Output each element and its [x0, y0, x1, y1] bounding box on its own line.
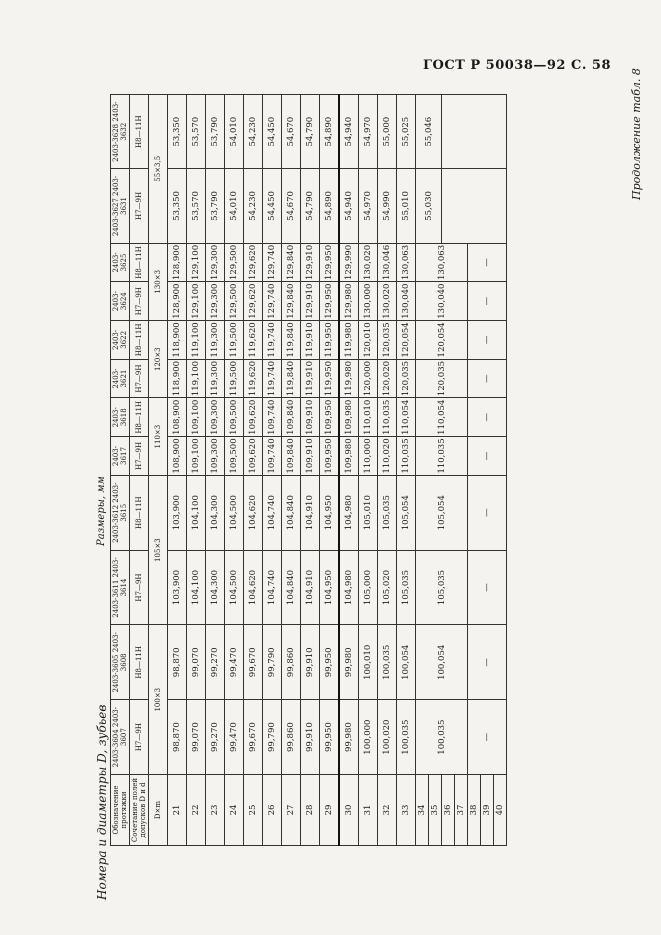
value-cell: 119,500: [225, 321, 244, 360]
value-cell: 99,470: [225, 700, 244, 775]
tooth-number: 37: [455, 775, 468, 846]
value-cell: 130,020: [359, 243, 378, 282]
tolerance-row: [130, 95, 149, 846]
value-cell: 120,035: [397, 359, 416, 398]
value-cell: 109,740: [263, 437, 282, 476]
table-row: [301, 95, 320, 846]
value-cell: 129,300: [206, 282, 225, 321]
value-cell: 104,300: [206, 475, 225, 550]
calib-value: 105,054: [416, 475, 468, 550]
value-cell: 110,020: [378, 437, 397, 476]
value-cell: 129,500: [225, 282, 244, 321]
calib-value: 120,035: [416, 359, 468, 398]
continuation-caption: Продолжение табл. 8: [630, 68, 643, 200]
tolerance-cell: H8—11H: [130, 475, 149, 550]
dash-cell: —: [468, 437, 507, 476]
table-row: [339, 95, 359, 846]
value-cell: 109,620: [244, 398, 263, 437]
calib-value: 55,030: [416, 169, 442, 243]
dm-cell: 100×3: [149, 625, 168, 775]
calib-empty: [442, 169, 507, 243]
value-cell: 54,230: [244, 169, 263, 243]
value-cell: 54,010: [225, 169, 244, 243]
calib-row: [416, 95, 429, 846]
value-cell: 119,910: [301, 359, 320, 398]
value-cell: 119,500: [225, 359, 244, 398]
value-cell: 129,840: [282, 282, 301, 321]
value-cell: 54,670: [282, 169, 301, 243]
value-cell: 99,670: [244, 625, 263, 700]
value-cell: 109,980: [339, 398, 359, 437]
designation-cell: 2403-3627 2403-3631: [111, 169, 130, 243]
value-cell: 128,900: [168, 282, 187, 321]
value-cell: 119,910: [301, 321, 320, 360]
value-cell: 129,500: [225, 243, 244, 282]
value-cell: 119,620: [244, 359, 263, 398]
value-cell: 129,740: [263, 282, 282, 321]
value-cell: 99,980: [339, 625, 359, 700]
value-cell: 99,910: [301, 700, 320, 775]
value-cell: 129,910: [301, 243, 320, 282]
value-cell: 100,000: [359, 700, 378, 775]
value-cell: 130,040: [397, 282, 416, 321]
value-cell: 104,740: [263, 550, 282, 625]
value-cell: 55,010: [397, 169, 416, 243]
value-cell: 109,840: [282, 437, 301, 476]
value-cell: 104,950: [320, 475, 340, 550]
dash-cell: —: [468, 625, 507, 700]
dash-cell: —: [468, 359, 507, 398]
value-cell: 129,620: [244, 282, 263, 321]
value-cell: 110,010: [359, 398, 378, 437]
tooth-number: 26: [263, 775, 282, 846]
value-cell: 99,980: [339, 700, 359, 775]
table-row: [263, 95, 282, 846]
value-cell: 105,054: [397, 475, 416, 550]
tolerance-cell: H8—11H: [130, 243, 149, 282]
value-cell: 109,910: [301, 398, 320, 437]
tolerance-cell: H8—11H: [130, 95, 149, 169]
dm-cell: 110×3: [149, 398, 168, 475]
value-cell: 99,070: [187, 625, 206, 700]
value-cell: 53,350: [168, 95, 187, 169]
designation-cell: 2403-3628 2403-3632: [111, 95, 130, 169]
value-cell: 104,300: [206, 550, 225, 625]
value-cell: 119,100: [187, 321, 206, 360]
value-cell: 128,900: [168, 243, 187, 282]
designation-cell: 2403-3624: [111, 282, 130, 321]
value-cell: 53,790: [206, 169, 225, 243]
value-cell: 104,910: [301, 475, 320, 550]
tooth-number: 25: [244, 775, 263, 846]
value-cell: 54,970: [359, 169, 378, 243]
value-cell: 104,840: [282, 550, 301, 625]
value-cell: 100,010: [359, 625, 378, 700]
value-cell: 108,900: [168, 437, 187, 476]
value-cell: 118,900: [168, 359, 187, 398]
value-cell: 109,980: [339, 437, 359, 476]
value-cell: 119,840: [282, 321, 301, 360]
value-cell: 99,790: [263, 625, 282, 700]
value-cell: 99,470: [225, 625, 244, 700]
value-cell: 99,270: [206, 625, 225, 700]
value-cell: 54,890: [320, 95, 340, 169]
designation-label: Обозначение протяжки: [111, 775, 130, 846]
tooth-number: 29: [320, 775, 340, 846]
tolerance-cell: H7—9H: [130, 282, 149, 321]
tooth-number: 24: [225, 775, 244, 846]
value-cell: 130,063: [397, 243, 416, 282]
value-cell: 99,790: [263, 700, 282, 775]
designation-cell: 2403-3604 2403-3607: [111, 700, 130, 775]
dash-cell: —: [468, 321, 507, 360]
value-cell: 105,000: [359, 550, 378, 625]
value-cell: 109,100: [187, 437, 206, 476]
table-row: [206, 95, 225, 846]
value-cell: 109,500: [225, 398, 244, 437]
tolerance-cell: H7—9H: [130, 169, 149, 243]
table-row: [244, 95, 263, 846]
table-row: [225, 95, 244, 846]
value-cell: 129,740: [263, 243, 282, 282]
value-cell: 54,790: [301, 169, 320, 243]
tooth-number: 39: [481, 775, 494, 846]
designation-cell: 2403-3612 2403-3615: [111, 475, 130, 550]
designation-cell: 2403-3611 2403-3614: [111, 550, 130, 625]
tooth-number: 40: [494, 775, 507, 846]
value-cell: 105,010: [359, 475, 378, 550]
value-cell: 54,890: [320, 169, 340, 243]
tooth-number: 31: [359, 775, 378, 846]
value-cell: 109,910: [301, 437, 320, 476]
dash-cell: —: [468, 243, 507, 282]
table-row: [168, 95, 187, 846]
tooth-number: 36: [442, 775, 455, 846]
value-cell: 99,270: [206, 700, 225, 775]
value-cell: 104,980: [339, 475, 359, 550]
value-cell: 99,910: [301, 625, 320, 700]
value-cell: 99,950: [320, 625, 340, 700]
tolerance-cell: H7—9H: [130, 359, 149, 398]
value-cell: 98,870: [168, 625, 187, 700]
value-cell: 54,450: [263, 95, 282, 169]
dm-cell: 105×3: [149, 475, 168, 625]
value-cell: 110,035: [378, 398, 397, 437]
value-cell: 105,035: [397, 550, 416, 625]
calib-value: 120,054: [416, 321, 468, 360]
value-cell: 103,900: [168, 550, 187, 625]
value-cell: 119,950: [320, 359, 340, 398]
value-cell: 104,500: [225, 550, 244, 625]
value-cell: 54,990: [378, 169, 397, 243]
dm-label: D×m: [149, 775, 168, 846]
dash-cell: —: [468, 475, 507, 550]
tooth-number: 33: [397, 775, 416, 846]
dash-cell: —: [468, 700, 507, 775]
tooth-number: 30: [339, 775, 359, 846]
value-cell: 104,740: [263, 475, 282, 550]
tooth-number: 32: [378, 775, 397, 846]
value-cell: 119,950: [320, 321, 340, 360]
value-cell: 129,840: [282, 243, 301, 282]
value-cell: 55,025: [397, 95, 416, 169]
value-cell: 54,450: [263, 169, 282, 243]
table-row: [397, 95, 416, 846]
value-cell: 53,790: [206, 95, 225, 169]
value-cell: 119,620: [244, 321, 263, 360]
value-cell: 109,300: [206, 437, 225, 476]
value-cell: 109,100: [187, 398, 206, 437]
value-cell: 120,000: [359, 359, 378, 398]
value-cell: 54,230: [244, 95, 263, 169]
side-caption: Номера и диаметры D, зубьев: [95, 704, 109, 900]
value-cell: 55,000: [378, 95, 397, 169]
value-cell: 109,620: [244, 437, 263, 476]
sizes-caption: Размеры, мм: [96, 476, 107, 546]
value-cell: 104,980: [339, 550, 359, 625]
calib-value: 100,035: [416, 700, 468, 775]
value-cell: 103,900: [168, 475, 187, 550]
value-cell: 129,950: [320, 282, 340, 321]
tolerance-cell: H7—9H: [130, 550, 149, 625]
dm-cell: 120×3: [149, 321, 168, 398]
value-cell: 54,940: [339, 95, 359, 169]
tolerance-cell: H7—9H: [130, 437, 149, 476]
value-cell: 119,980: [339, 321, 359, 360]
value-cell: 104,950: [320, 550, 340, 625]
tooth-number: 34: [416, 775, 429, 846]
calib-empty: [442, 95, 507, 169]
value-cell: 129,910: [301, 282, 320, 321]
value-cell: 109,500: [225, 437, 244, 476]
value-cell: 54,010: [225, 95, 244, 169]
dm-row: [149, 95, 168, 846]
value-cell: 99,070: [187, 700, 206, 775]
tolerance-cell: H8—11H: [130, 321, 149, 360]
value-cell: 105,020: [378, 550, 397, 625]
dash-cell: —: [468, 550, 507, 625]
designation-cell: 2403-3621: [111, 359, 130, 398]
calib-value: 130,063: [416, 243, 468, 282]
tooth-number: 21: [168, 775, 187, 846]
value-cell: 99,860: [282, 625, 301, 700]
value-cell: 104,910: [301, 550, 320, 625]
value-cell: 53,570: [187, 169, 206, 243]
value-cell: 54,970: [359, 95, 378, 169]
dm-cell: 55×3,5: [149, 95, 168, 244]
tooth-number: 35: [429, 775, 442, 846]
calib-value: 105,035: [416, 550, 468, 625]
designation-cell: 2403-3605 2403-3608: [111, 625, 130, 700]
value-cell: 104,840: [282, 475, 301, 550]
value-cell: 104,620: [244, 550, 263, 625]
value-cell: 119,300: [206, 359, 225, 398]
tolerance-cell: H8—11H: [130, 625, 149, 700]
value-cell: 54,940: [339, 169, 359, 243]
value-cell: 109,840: [282, 398, 301, 437]
tolerance-label: Сочетание полей допусков D и d: [130, 775, 149, 846]
value-cell: 129,950: [320, 243, 340, 282]
designation-row: [111, 95, 130, 846]
page-title: ГОСТ Р 50038—92 С. 58: [423, 58, 611, 73]
value-cell: 130,000: [359, 282, 378, 321]
value-cell: 129,100: [187, 282, 206, 321]
value-cell: 120,010: [359, 321, 378, 360]
calib-value: 110,054: [416, 398, 468, 437]
value-cell: 120,035: [378, 321, 397, 360]
value-cell: 98,870: [168, 700, 187, 775]
value-cell: 109,950: [320, 398, 340, 437]
value-cell: 129,980: [339, 282, 359, 321]
tolerance-cell: H7—9H: [130, 700, 149, 775]
value-cell: 129,300: [206, 243, 225, 282]
table-row: [320, 95, 340, 846]
value-cell: 100,035: [397, 700, 416, 775]
tooth-number: 22: [187, 775, 206, 846]
value-cell: 119,840: [282, 359, 301, 398]
value-cell: 105,035: [378, 475, 397, 550]
value-cell: 109,300: [206, 398, 225, 437]
tolerance-cell: H8—11H: [130, 398, 149, 437]
tooth-number: 23: [206, 775, 225, 846]
dash-cell: —: [468, 398, 507, 437]
value-cell: 99,950: [320, 700, 340, 775]
value-cell: 120,020: [378, 359, 397, 398]
value-cell: 100,054: [397, 625, 416, 700]
calib-value: 100,054: [416, 625, 468, 700]
value-cell: 54,670: [282, 95, 301, 169]
value-cell: 109,740: [263, 398, 282, 437]
value-cell: 129,990: [339, 243, 359, 282]
dash-cell: —: [468, 282, 507, 321]
value-cell: 110,054: [397, 398, 416, 437]
table-row: [359, 95, 378, 846]
value-cell: 119,980: [339, 359, 359, 398]
calib-value: 110,035: [416, 437, 468, 476]
value-cell: 108,900: [168, 398, 187, 437]
value-cell: 119,100: [187, 359, 206, 398]
value-cell: 120,054: [397, 321, 416, 360]
table-row: [378, 95, 397, 846]
designation-cell: 2403-3622: [111, 321, 130, 360]
designation-cell: 2403-3617: [111, 437, 130, 476]
calib-value: 130,040: [416, 282, 468, 321]
value-cell: 104,500: [225, 475, 244, 550]
tooth-number: 38: [468, 775, 481, 846]
value-cell: 104,620: [244, 475, 263, 550]
table-row: [282, 95, 301, 846]
table-row: [187, 95, 206, 846]
value-cell: 54,790: [301, 95, 320, 169]
value-cell: 119,740: [263, 321, 282, 360]
value-cell: 110,000: [359, 437, 378, 476]
designation-cell: 2403-3618: [111, 398, 130, 437]
value-cell: 99,860: [282, 700, 301, 775]
value-cell: 129,100: [187, 243, 206, 282]
value-cell: 110,035: [397, 437, 416, 476]
value-cell: 130,046: [378, 243, 397, 282]
calib-value: 55,046: [416, 95, 442, 169]
dm-cell: 130×3: [149, 243, 168, 320]
value-cell: 119,300: [206, 321, 225, 360]
value-cell: 53,570: [187, 95, 206, 169]
value-cell: 100,020: [378, 700, 397, 775]
value-cell: 104,100: [187, 475, 206, 550]
value-cell: 118,900: [168, 321, 187, 360]
tooth-number: 27: [282, 775, 301, 846]
value-cell: 109,950: [320, 437, 340, 476]
value-cell: 53,350: [168, 169, 187, 243]
designation-cell: 2403-3625: [111, 243, 130, 282]
value-cell: 104,100: [187, 550, 206, 625]
value-cell: 130,020: [378, 282, 397, 321]
value-cell: 100,035: [378, 625, 397, 700]
value-cell: 119,740: [263, 359, 282, 398]
value-cell: 129,620: [244, 243, 263, 282]
tooth-number: 28: [301, 775, 320, 846]
value-cell: 99,670: [244, 700, 263, 775]
